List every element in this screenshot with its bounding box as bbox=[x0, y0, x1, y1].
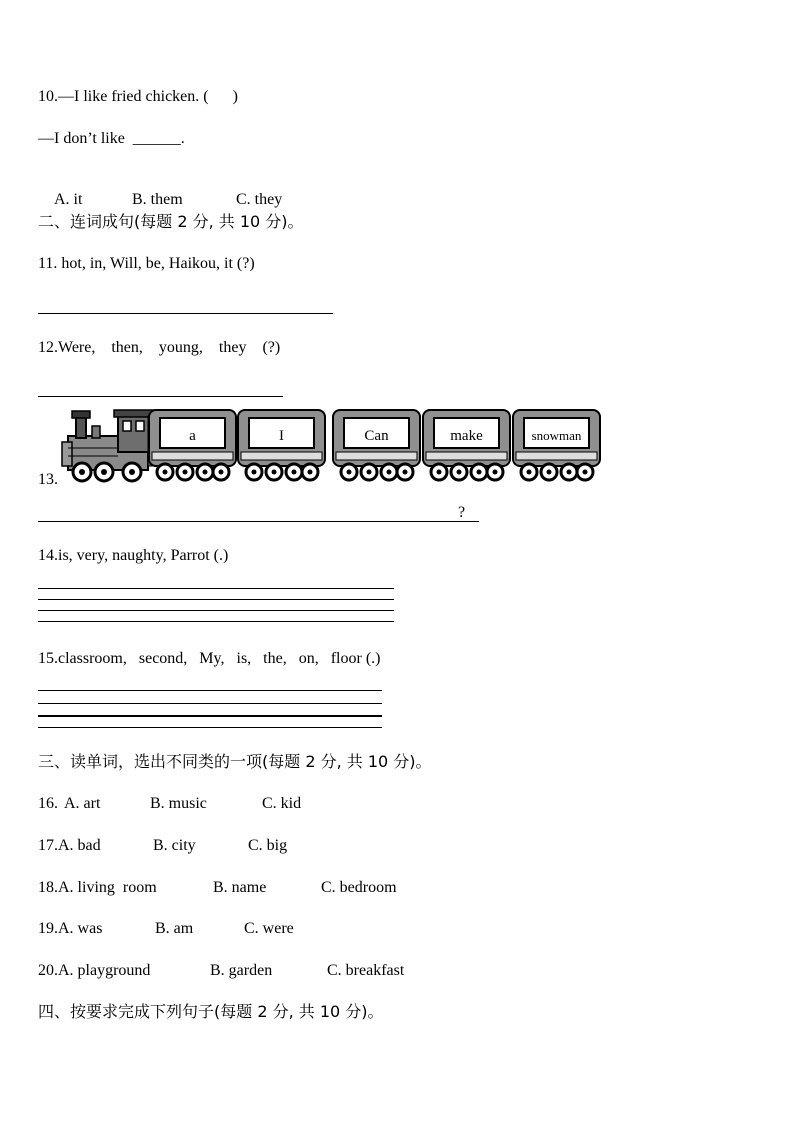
q18-option-a: A. living room bbox=[58, 879, 157, 896]
train-car-word: Can bbox=[364, 428, 389, 444]
q19-number: 19. bbox=[38, 920, 58, 937]
q17-option-c: C. big bbox=[248, 837, 288, 854]
q19-option-c: C. were bbox=[244, 920, 294, 937]
section3-title: 三、读单词，选出不同类的一项(每题 2 分, 共 10 分)。 bbox=[38, 752, 432, 771]
q20-option-c: C. breakfast bbox=[327, 962, 405, 979]
q17-number: 17. bbox=[38, 837, 58, 854]
train-car-2 bbox=[238, 410, 325, 480]
q14-answer-line-1 bbox=[38, 588, 394, 589]
q11-text: 11. hot, in, Will, be, Haikou, it (?) bbox=[38, 255, 255, 272]
section4-title: 四、按要求完成下列句子(每题 2 分, 共 10 分)。 bbox=[38, 1002, 384, 1021]
q11-answer-line bbox=[38, 313, 333, 314]
q10-option-a: A. it bbox=[54, 191, 83, 208]
q20-row bbox=[38, 961, 404, 981]
train-car-word: a bbox=[189, 428, 196, 444]
q16-row bbox=[38, 794, 301, 814]
q19-row bbox=[38, 919, 294, 939]
q14-answer-line-2 bbox=[38, 599, 394, 600]
q17-row bbox=[38, 836, 287, 856]
q17-option-a: A. bad bbox=[58, 837, 101, 854]
q12-answer-line bbox=[38, 396, 283, 397]
q16-number: 16. bbox=[38, 795, 58, 812]
q18-row bbox=[38, 878, 397, 898]
train-car-word: snowman bbox=[531, 428, 582, 443]
q13-question-mark: ? bbox=[458, 504, 466, 521]
train-car-word: make bbox=[450, 428, 483, 444]
q20-option-b: B. garden bbox=[210, 962, 273, 979]
train-car-3 bbox=[333, 410, 420, 480]
q13-number: 13. bbox=[38, 471, 58, 488]
q16-option-b: B. music bbox=[150, 795, 207, 812]
train-illustration bbox=[60, 406, 605, 486]
q15-answer-line-4 bbox=[38, 727, 382, 728]
q10-reply: —I don’t like ______. bbox=[38, 130, 185, 147]
train-car-5 bbox=[513, 410, 600, 480]
q16-option-c: C. kid bbox=[262, 795, 302, 812]
q10-option-c: C. they bbox=[236, 191, 283, 208]
train-car-word: I bbox=[279, 428, 284, 444]
train-car-4 bbox=[423, 410, 510, 480]
q14-text: 14.is, very, naughty, Parrot (.) bbox=[38, 547, 229, 564]
q15-answer-line-1 bbox=[38, 690, 382, 691]
q19-option-b: B. am bbox=[155, 920, 194, 937]
q10-option-b: B. them bbox=[132, 191, 183, 208]
q14-answer-line-4 bbox=[38, 621, 394, 622]
q13-answer-line bbox=[38, 521, 479, 522]
q20-option-a: A. playground bbox=[58, 962, 151, 979]
q18-option-c: C. bedroom bbox=[321, 879, 397, 896]
locomotive-icon bbox=[62, 410, 154, 481]
q14-answer-line-3 bbox=[38, 610, 394, 611]
q12-text: 12.Were, then, young, they (?) bbox=[38, 339, 281, 356]
q16-option-a: A. art bbox=[64, 795, 101, 812]
section2-title: 二、连词成句(每题 2 分, 共 10 分)。 bbox=[38, 212, 304, 231]
q15-answer-line-3 bbox=[38, 715, 382, 717]
q18-option-b: B. name bbox=[213, 879, 267, 896]
q15-text: 15.classroom, second, My, is, the, on, floor (.) bbox=[38, 650, 381, 667]
q20-number: 20. bbox=[38, 962, 58, 979]
q19-option-a: A. was bbox=[58, 920, 103, 937]
q15-answer-line-2 bbox=[38, 703, 382, 704]
q10-stem: 10.—I like fried chicken. ( ) bbox=[38, 88, 238, 105]
train-car-1 bbox=[149, 410, 236, 480]
q18-number: 18. bbox=[38, 879, 58, 896]
q17-option-b: B. city bbox=[153, 837, 196, 854]
